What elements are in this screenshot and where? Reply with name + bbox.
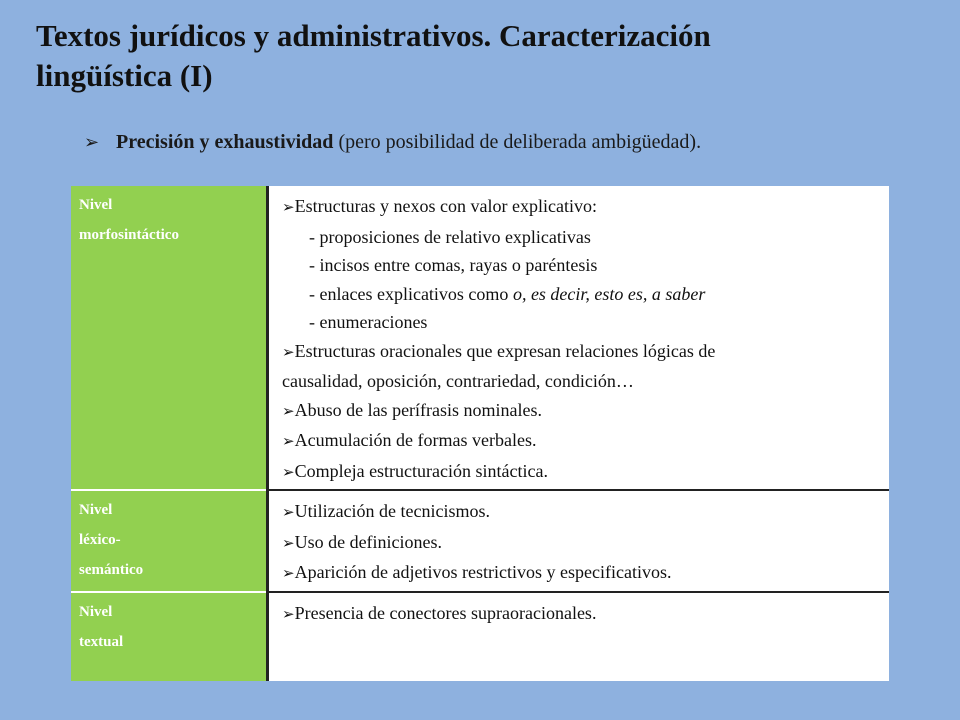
- list-item: ➢Estructuras oracionales que expresan relaciones lógicas de: [282, 340, 716, 361]
- arrow-bullet-icon: ➢: [282, 606, 295, 623]
- list-item: ➢Acumulación de formas verbales.: [282, 430, 537, 450]
- level-label-line: léxico-: [79, 532, 121, 548]
- arrow-bullet-icon: ➢: [282, 505, 295, 521]
- slide-title: [36, 16, 916, 96]
- table-row-morfosintactico: [71, 186, 889, 490]
- list-item: ➢Estructuras y nexos con valor explicativo:: [282, 196, 597, 216]
- arrow-bullet-icon: ➢: [282, 535, 295, 552]
- list-item-continuation: causalidad, oposición, contrariedad, condición…: [282, 371, 634, 391]
- level-label-line: Nivel: [79, 502, 113, 518]
- list-item: ➢Uso de definiciones.: [282, 531, 443, 552]
- levels-table: [71, 186, 889, 681]
- list-item: ➢Compleja estructuración sintáctica.: [282, 460, 548, 481]
- title-line-2: lingüística (I): [36, 58, 213, 93]
- list-item: ➢Aparición de adjetivos restrictivos y especificativos.: [282, 562, 672, 582]
- arrow-bullet-icon: ➢: [84, 132, 100, 152]
- level-label-line: textual: [79, 633, 124, 650]
- title-line-1: Textos jurídicos y administrativos. Caracterización: [36, 18, 711, 53]
- arrow-bullet-icon: ➢: [282, 344, 295, 361]
- sub-item-italic: o, es decir, esto es, a saber: [512, 283, 706, 304]
- table-row-lexico-semantico: [71, 490, 889, 592]
- level-content-textual: [268, 592, 890, 681]
- level-label-textual: [71, 592, 268, 681]
- sub-item: - enlaces explicativos como o, es decir, esto es, a saber: [309, 283, 706, 304]
- list-item: ➢Presencia de conectores supraoracionales.: [282, 602, 597, 623]
- level-label-line: semántico: [79, 562, 144, 578]
- arrow-bullet-icon: ➢: [282, 464, 295, 481]
- arrow-bullet-icon: ➢: [282, 434, 295, 450]
- main-point-rest: (pero posibilidad de deliberada ambigüedad).: [333, 131, 702, 153]
- main-point-bold: Precisión y exhaustividad: [116, 131, 334, 153]
- main-point: [84, 129, 944, 155]
- level-label-lexico-semantico: [71, 490, 268, 592]
- level-label-morfosintactico: [71, 186, 268, 490]
- level-content-morfosintactico: [268, 186, 890, 490]
- level-label-line: morfosintáctico: [79, 227, 179, 243]
- list-item: ➢Utilización de tecnicismos.: [282, 501, 491, 521]
- list-item: ➢Abuso de las perífrasis nominales.: [282, 399, 543, 420]
- level-label-line: Nivel: [79, 197, 113, 213]
- arrow-bullet-icon: ➢: [282, 200, 295, 216]
- sub-item: - incisos entre comas, rayas o paréntesis: [309, 255, 598, 275]
- sub-item: - enumeraciones: [309, 312, 428, 332]
- arrow-bullet-icon: ➢: [282, 403, 295, 420]
- arrow-bullet-icon: ➢: [282, 566, 295, 582]
- table-row-textual: [71, 592, 889, 681]
- sub-item: - proposiciones de relativo explicativas: [309, 226, 591, 247]
- level-label-line: Nivel: [79, 603, 113, 620]
- level-content-lexico-semantico: [268, 490, 890, 592]
